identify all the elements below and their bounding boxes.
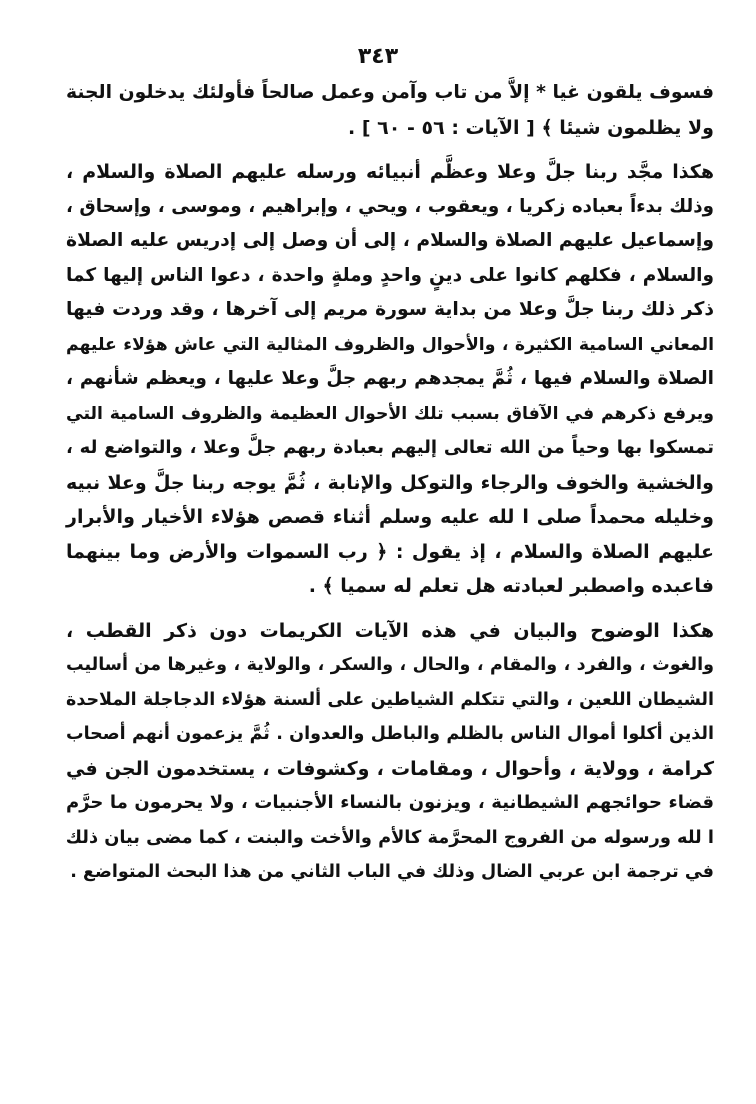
- text-line: ويرفع ذكرهم في الآفاق بسبب تلك الأحوال العظيمة والظروف السامية التي: [66, 403, 714, 424]
- text-line: فاعبده واصطبر لعبادته هل تعلم له سميا ﴾ .: [308, 575, 714, 597]
- text-line: ا لله ورسوله من الفروج المحرَّمة كالأم والأخت والبنت ، كما مضى بيان ذلك: [65, 827, 714, 848]
- text-line: والخشية والخوف والرجاء والتوكل والإنابة ، ثُمَّ يوجه ربنا جلَّ وعلا نبيه: [66, 471, 714, 494]
- text-line: عليهم الصلاة والسلام ، إذ يقول : ﴿ رب السموات والأرض وما بينهما: [66, 540, 714, 563]
- paragraph-gap: [66, 145, 714, 155]
- text-line: وخليله محمداً صلى ا لله عليه وسلم أثناء قصص هؤلاء الأخيار والأبرار: [66, 506, 714, 528]
- text-line: ذكر ذلك ربنا جلَّ وعلا من بداية سورة مريم إلى آخرها ، وقد وردت فيها: [66, 299, 714, 320]
- text-line: الذين أكلوا أموال الناس بالظلم والباطل والعدوان . ثُمَّ يزعمون أنهم أصحاب: [66, 724, 714, 744]
- text-line: هكذا مجَّد ربنا جلَّ وعلا وعظَّم أنبيائه ورسله عليهم الصلاة والسلام ،: [66, 161, 714, 183]
- text-line: والسلام ، فكلهم كانوا على دينٍ واحدٍ وملةٍ واحدة ، دعوا الناس إليها كما: [66, 264, 714, 286]
- page-number: ٣٤٣: [357, 44, 399, 69]
- text-line: فسوف يلقون غيا * إلاَّ من تاب وآمن وعمل صالحاً فأولئك يدخلون الجنة: [66, 82, 714, 103]
- text-line: كرامة ، وولاية ، وأحوال ، ومقامات ، وكشوفات ، يستخدمون الجن في: [66, 757, 714, 780]
- text-line: المعاني السامية الكثيرة ، والأحوال والظروف المثالية التي عاش هؤلاء عليهم: [66, 334, 714, 355]
- text-line: تمسكوا بها وحياً من الله تعالى إليهم بعبادة ربهم جلَّ وعلا ، والتواضع له ،: [66, 437, 714, 458]
- text-line: ولا يظلمون شيئا ﴾ [ الآيات : ٥٦ - ٦٠ ] .: [348, 116, 714, 139]
- text-line: قضاء حوائجهم الشيطانية ، ويزنون بالنساء الأجنبيات ، ولا يحرمون ما حرَّم: [66, 792, 714, 813]
- text-line: والغوث ، والفرد ، والمقام ، والحال ، والسكر ، والولاية ، وغيرها من أساليب: [66, 655, 714, 675]
- text-line: في ترجمة ابن عربي الضال وذلك في الباب الثاني من هذا البحث المتواضع .: [70, 862, 714, 882]
- text-line: وإسماعيل عليهم الصلاة والسلام ، إلى أن وصل إلى إدريس عليه الصلاة: [66, 230, 714, 251]
- text-line: الصلاة والسلام فيها ، ثُمَّ يمجدهم ربهم جلَّ وعلا عليها ، ويعظم شأنهم ،: [66, 368, 714, 389]
- text-line: الشيطان اللعين ، والتي تتكلم الشياطين على ألسنة هؤلاء الدجاجلة الملاحدة: [66, 689, 714, 710]
- paragraph-gap: [66, 604, 714, 614]
- text-line: وذلك بدءاً بعباده زكريا ، ويعقوب ، ويحي ، وإبراهيم ، وموسى ، وإسحاق ،: [66, 195, 714, 217]
- text-line: هكذا الوضوح والبيان في هذه الآيات الكريمات دون ذكر القطب ،: [66, 619, 714, 642]
- body-text: [66, 76, 714, 890]
